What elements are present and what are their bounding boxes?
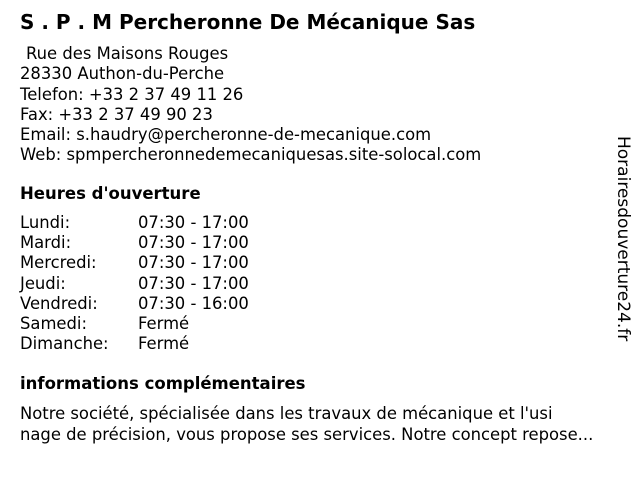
hours-row-thursday [20,274,249,294]
opening-hours-table [20,213,249,354]
day-label: Mardi: [20,233,72,253]
site-watermark [612,136,634,346]
day-label: Samedi: [20,314,87,334]
hours-row-tuesday [20,233,249,253]
hours-row-friday [20,294,249,314]
hours-row-sunday [20,334,249,354]
time-value: Fermé [138,334,190,354]
company-title: S . P . M Percheronne De Mécanique Sas [20,10,476,34]
fax-line: Fax: +33 2 37 49 90 23 [20,104,213,124]
time-value: 07:30 - 17:00 [138,273,249,293]
web-line: Web: spmpercheronnedemecaniquesas.site-solocal.com [20,145,482,165]
additional-info-text [20,403,593,445]
site-name: Horairesdouverture24.fr [613,136,633,342]
day-label: Dimanche: [20,334,109,354]
time-value: 07:30 - 16:00 [138,293,249,313]
time-value: 07:30 - 17:00 [138,233,249,253]
phone-line: Telefon: +33 2 37 49 11 26 [20,84,244,104]
email-line: Email: s.haudry@percheronne-de-mecanique.com [20,125,432,145]
hours-row-saturday [20,314,249,334]
additional-info-heading: informations complémentaires [20,374,306,393]
day-label: Mercredi: [20,253,97,273]
time-value: Fermé [138,314,190,334]
opening-hours-heading: Heures d'ouverture [20,184,201,203]
day-label: Lundi: [20,213,71,232]
info-line: nage de précision, vous propose ses services. Notre concept repose... [20,425,594,444]
address-city: 28330 Authon-du-Perche [20,64,225,84]
address-street: Rue des Maisons Rouges [26,44,229,63]
info-line: Notre société, spécialisée dans les travaux de mécanique et l'usi [20,404,553,423]
time-value: 07:30 - 17:00 [138,213,249,232]
day-label: Jeudi: [20,273,66,293]
contact-block [20,44,481,166]
hours-row-wednesday [20,253,249,273]
hours-row-monday [20,213,249,233]
time-value: 07:30 - 17:00 [138,253,249,273]
day-label: Vendredi: [20,293,98,313]
